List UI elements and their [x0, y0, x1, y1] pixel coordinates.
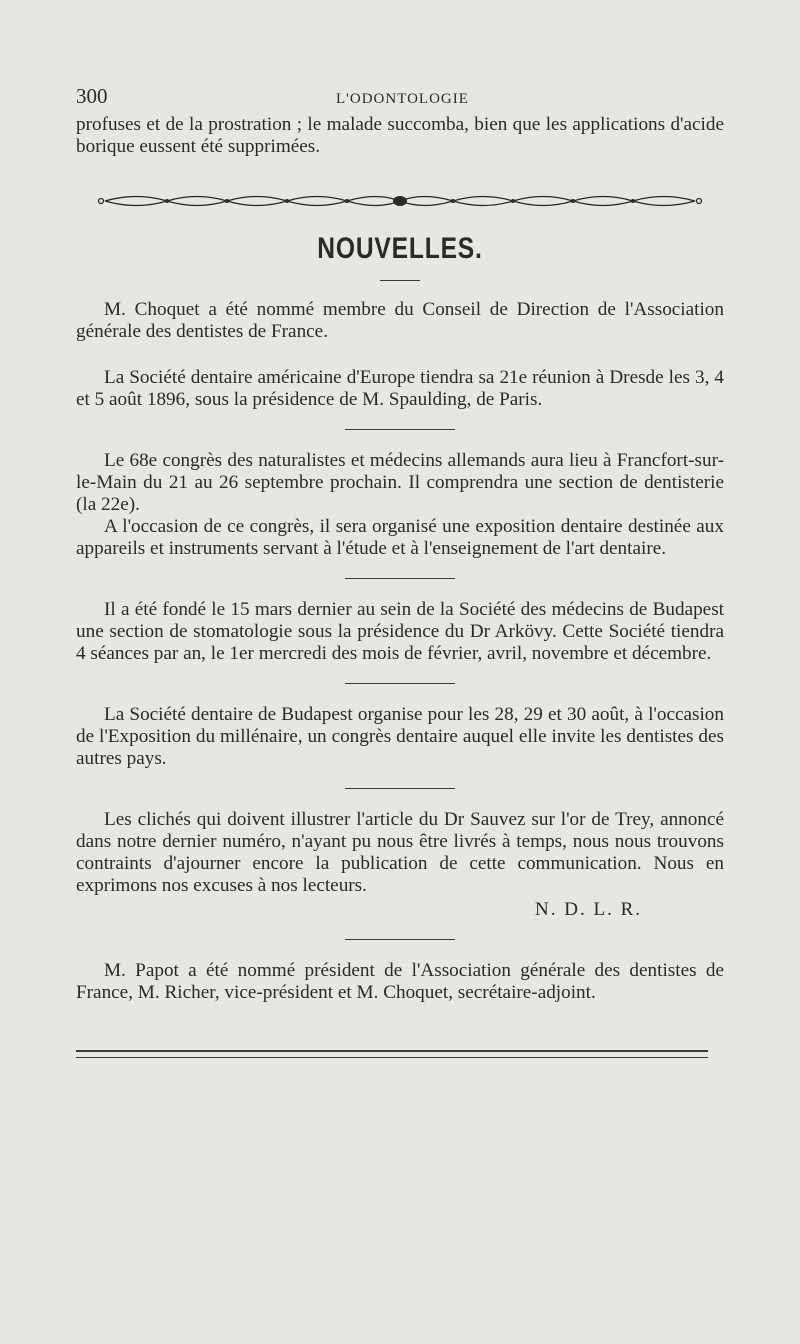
news-paragraph-choquet: M. Choquet a été nommé membre du Conseil de Direction de l'Association générale des dentistes de France. — [76, 299, 724, 342]
page-header — [76, 84, 724, 114]
paragraph-gap — [76, 343, 724, 367]
running-head: L'ODONTOLOGIE — [336, 91, 469, 107]
news-paragraph-francfort: Le 68e congrès des naturalistes et médecins allemands aura lieu à Francfort-sur-le-Main du 21 au 26 septembre prochain. Il comprendra une section de dentisterie (la 22e). — [76, 450, 724, 515]
news-paragraph-exposition: A l'occasion de ce congrès, il sera organisé une exposition dentaire destinée aux appareils et instruments servant à l'étude et à l'enseignement de l'art dentaire. — [76, 516, 724, 559]
page — [76, 84, 724, 1058]
news-paragraph-dresde: La Société dentaire américaine d'Europe tiendra sa 21e réunion à Dresde les 3, 4 et 5 août 1896, sous la présidence de M. Spaulding, de Paris. — [76, 367, 724, 410]
news-paragraph-papot: M. Papot a été nommé président de l'Association générale des dentistes de France, M. Richer, vice-président et M. Choquet, secrétaire-adjoint. — [76, 960, 724, 1003]
closing-double-rule — [76, 1050, 708, 1058]
separator-rule — [345, 788, 455, 789]
signature: N. D. L. R. — [535, 899, 642, 920]
news-paragraph-budapest: La Société dentaire de Budapest organise pour les 28, 29 et 30 août, à l'occasion de l'Exposition du millénaire, un congrès dentaire auquel elle invite les dentistes des autres pays. — [76, 704, 724, 769]
ornament-divider — [97, 192, 703, 210]
page-number: 300 — [76, 84, 108, 108]
separator-rule — [345, 683, 455, 684]
separator-rule — [345, 578, 455, 579]
title-rule — [380, 280, 420, 281]
section-title: NOUVELLES. — [317, 232, 483, 265]
intro-paragraph: profuses et de la prostration ; le malade succomba, bien que les applications d'acide borique eussent été supprimées. — [76, 114, 724, 157]
news-paragraph-stomatologie: Il a été fondé le 15 mars dernier au sein de la Société des médecins de Budapest une section de stomatologie sous la présidence du Dr Arkövy. Cette Société tiendra 4 séances par an, le 1er mercredi des mois de février, avril, novembre et décembre. — [76, 599, 724, 664]
news-paragraph-cliches: Les clichés qui doivent illustrer l'article du Dr Sauvez sur l'or de Trey, annoncé dans notre dernier numéro, n'ayant pu nous être livrés à temps, nous nous trouvons contraints d'ajourner encore la publication de cette communication. Nous en exprimons nos excuses à nos lecteurs. — [76, 809, 724, 896]
separator-rule — [345, 429, 455, 430]
separator-rule — [345, 939, 455, 940]
